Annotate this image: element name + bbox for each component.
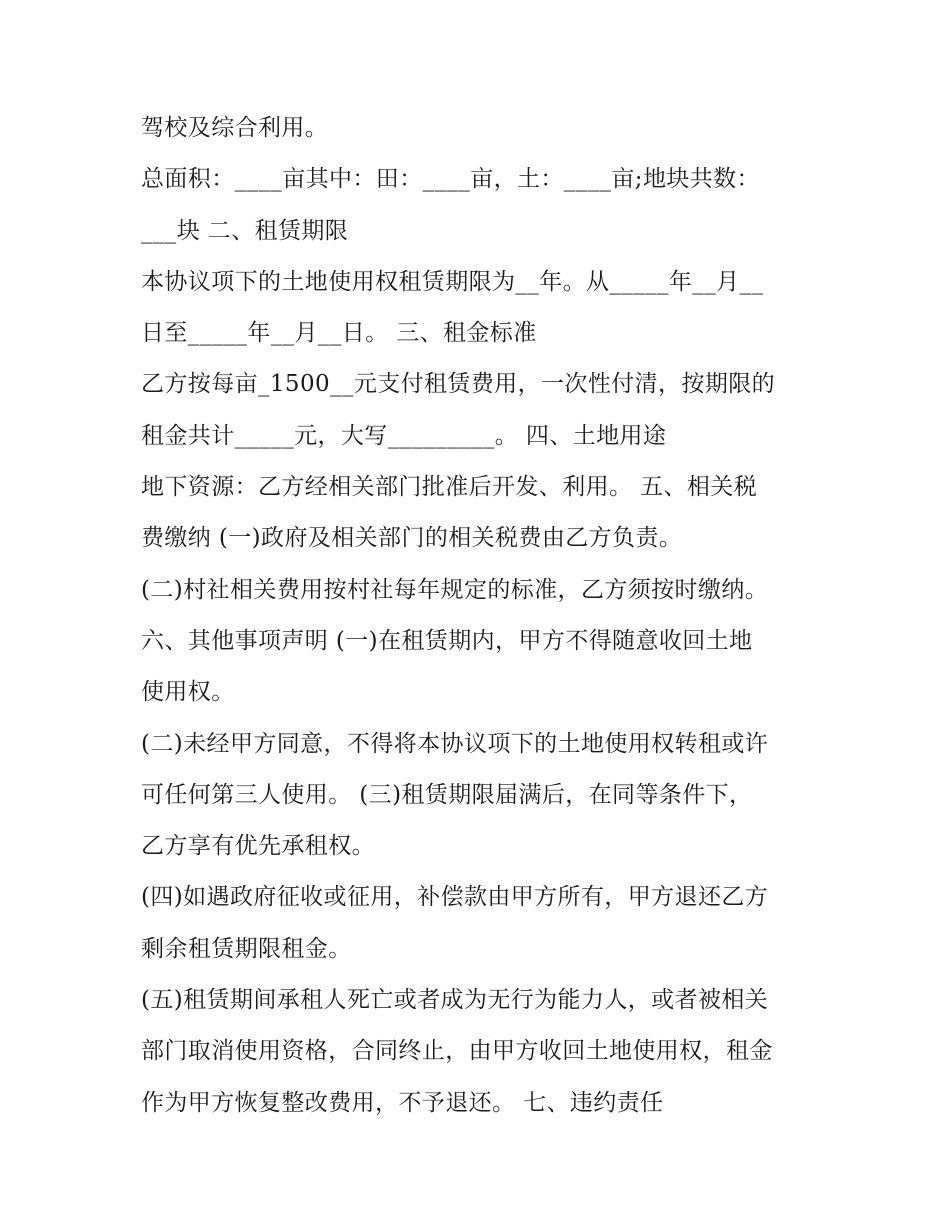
text-line: (四)如遇政府征收或征用，补偿款由甲方所有，甲方退还乙方 bbox=[141, 884, 769, 911]
text-line: 本协议项下的土地使用权租赁期限为__年。从_____年__月__ bbox=[141, 268, 764, 295]
text-line: 驾校及综合利用。 bbox=[141, 115, 329, 141]
text-line: 使用权。 bbox=[141, 679, 235, 706]
text-line: 乙方享有优先承租权。 bbox=[141, 833, 375, 860]
text-line: 费缴纳 (一)政府及相关部门的相关税费由乙方负责。 bbox=[141, 525, 683, 552]
text-line: 乙方按每亩_1500__元支付租赁费用，一次性付清，按期限的 bbox=[141, 371, 776, 398]
text-line: 总面积：____亩其中：田：____亩，土：____亩;地块共数： bbox=[141, 166, 760, 193]
text-line: 租金共计_____元，大写_________。 四、土地用途 bbox=[141, 422, 667, 449]
text-line: 日至_____年__月__日。 三、租金标准 bbox=[141, 320, 537, 347]
contract-body-text bbox=[141, 108, 821, 1134]
text-line: (五)租赁期间承租人死亡或者成为无行为能力人，或者被相关 bbox=[141, 987, 769, 1014]
text-line: (二)村社相关费用按村社每年规定的标准，乙方须按时缴纳。 bbox=[141, 576, 769, 603]
text-line: 作为甲方恢复整改费用，不予退还。 七、违约责任 bbox=[141, 1089, 664, 1116]
text-line: 部门取消使用资格，合同终止，由甲方收回土地使用权，租金 bbox=[141, 1038, 773, 1065]
text-line: 六、其他事项声明 (一)在租赁期内，甲方不得随意收回土地 bbox=[141, 627, 753, 654]
text-line: 剩余租赁期限租金。 bbox=[141, 935, 352, 962]
text-line: (二)未经甲方同意，不得将本协议项下的土地使用权转租或许 bbox=[141, 730, 769, 757]
text-line: 可任何第三人使用。 (三)租赁期限届满后，在同等条件下， bbox=[141, 781, 753, 808]
text-line: 地下资源：乙方经相关部门批准后开发、利用。 五、相关税 bbox=[141, 474, 758, 501]
text-line: ___块 二、租赁期限 bbox=[141, 217, 349, 244]
